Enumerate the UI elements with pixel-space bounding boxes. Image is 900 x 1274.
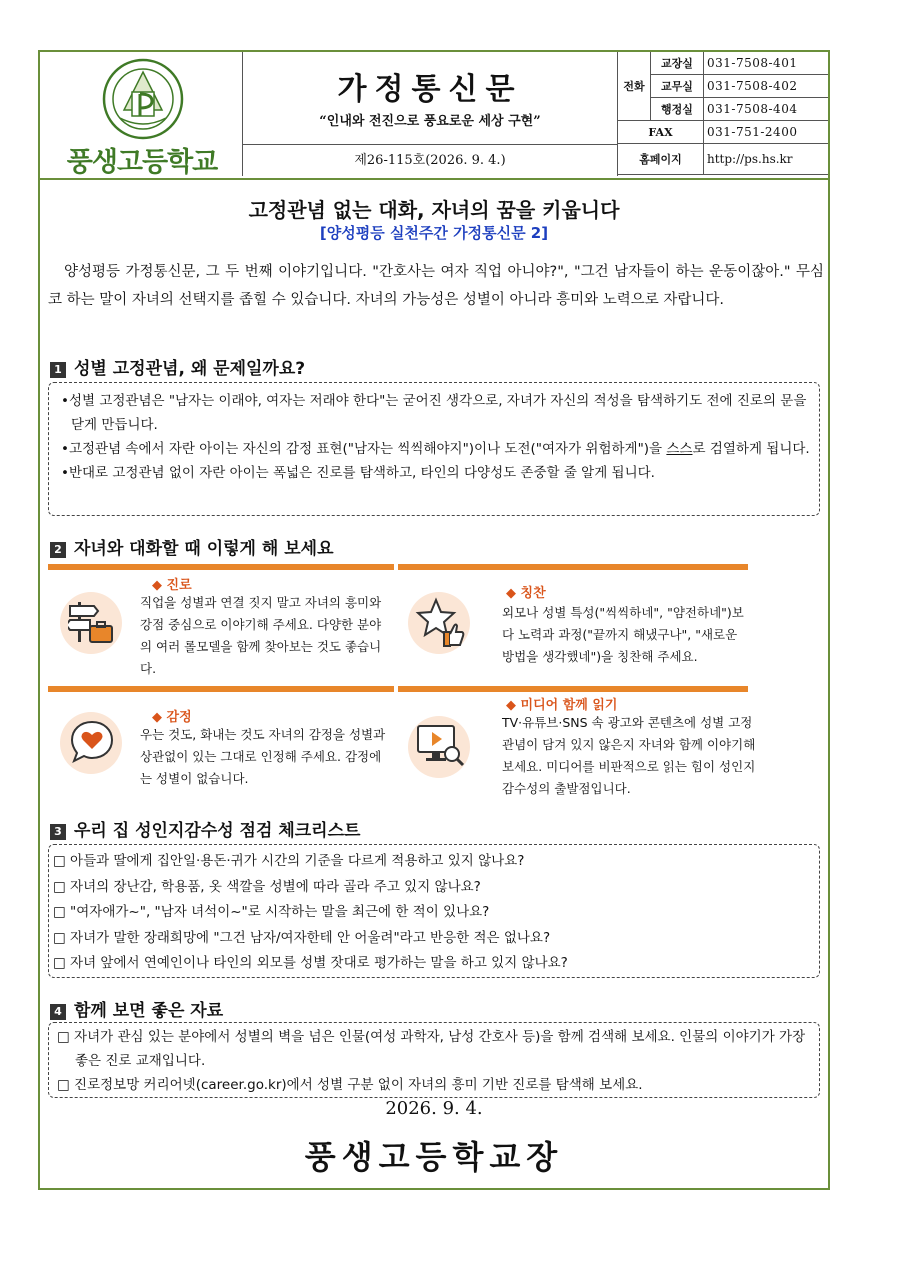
bullet-item xyxy=(53,437,811,461)
section-title: 자녀와 대화할 때 이렇게 해 보세요 xyxy=(74,539,334,559)
contact-label: 교무실 xyxy=(651,75,704,98)
card-text: 우는 것도, 화내는 것도 자녀의 감정을 성별과 상관없이 있는 그대로 인정해 주세요. 감정에는 성별이 없습니다. xyxy=(140,727,386,786)
card-divider xyxy=(398,686,748,692)
checklist-item[interactable]: □ 아들과 딸에게 집안일·용돈·귀가 시간의 기준을 다르게 적용하고 있지 않나요? xyxy=(53,853,525,869)
resource-item[interactable]: □ 자녀가 관심 있는 분야에서 성별의 벽을 넘은 인물(여성 과학자, 남성 간호사 등)을 함께 검색해 보세요. 인물의 이야기가 가장 좋은 진로 교재입니다. xyxy=(57,1029,806,1069)
bullet-item: •반대로 고정관념 없이 자란 아이는 폭넓은 진로를 탐색하고, 타인의 다양성도 존중할 줄 알게 됩니다. xyxy=(61,465,655,481)
checklist-item[interactable]: □ "여자애가~", "남자 녀석이~"로 시작하는 말을 최근에 한 적이 있나요? xyxy=(53,904,490,920)
header xyxy=(40,52,828,180)
media-search-icon xyxy=(414,722,466,770)
section4-heading xyxy=(50,996,223,1021)
phone-label: 전화 xyxy=(618,52,651,121)
signpost-icon xyxy=(68,598,116,648)
card-title: ◆ 미디어 함께 읽기 xyxy=(506,698,618,713)
section-number: 2 xyxy=(50,542,66,558)
bullet-item: •성별 고정관념은 "남자는 이래야, 여자는 저래야 한다"는 굳어진 생각으로, 자녀가 자신의 적성을 탐색하기도 전에 진로의 문을 닫게 만듭니다. xyxy=(61,393,807,433)
section-number: 3 xyxy=(50,824,66,840)
bullet-text: •고정관념 속에서 자란 아이는 자신의 감정 표현("남자는 씩씩해야지")이나 도전("여자가 위험하게")을 xyxy=(61,441,667,457)
school-logo-text: 풍생고등학교 xyxy=(66,147,218,178)
homepage-link[interactable]: http://ps.hs.kr xyxy=(704,144,829,175)
homepage-label: 홈페이지 xyxy=(618,144,704,175)
contact-label: 교장실 xyxy=(651,52,704,75)
card-divider xyxy=(48,686,394,692)
section-number: 4 xyxy=(50,1004,66,1020)
issue-number: 제26-115호(2026. 9. 4.) xyxy=(243,145,618,176)
section3-heading xyxy=(50,816,360,841)
star-thumbs-up-icon xyxy=(414,596,466,648)
section2-heading xyxy=(50,534,334,559)
card-title: ◆ 칭찬 xyxy=(506,586,546,601)
fax-number: 031-751-2400 xyxy=(704,121,829,144)
contact-label: 행정실 xyxy=(651,98,704,121)
contact-number: 031-7508-401 xyxy=(704,52,829,75)
bullet-text: 로 검열하게 됩니다. xyxy=(692,441,810,457)
section-title: 우리 집 성인지감수성 점검 체크리스트 xyxy=(74,821,361,841)
section-title: 함께 보면 좋은 자료 xyxy=(74,1001,224,1021)
newsletter-page xyxy=(38,50,830,1190)
card-text: TV·유튜브·SNS 속 광고와 콘텐츠에 성별 고정관념이 담겨 있지 않은지 자녀와 함께 이야기해 보세요. 미디어를 비판적으로 읽는 힘이 성인지 감수성의 출발점입니다. xyxy=(502,715,756,796)
underlined-text: 스스 xyxy=(666,441,693,457)
card-text: 외모나 성별 특성("씩씩하네", "얌전하네")보다 노력과 과정("끝까지 해냈구나", "새로운 방법을 생각했네")을 칭찬해 주세요. xyxy=(502,605,744,664)
card-title: ◆ 진로 xyxy=(152,578,192,593)
intro-paragraph: 양성평등 가정통신문, 그 두 번째 이야기입니다. "간호사는 여자 직업 아니야?", "그건 남자들이 하는 운동이잖아." 무심코 하는 말이 자녀의 선택지를 좁힐 수 있습니다. 자녀의 가능성은 성별이 아니라 흥미와 노력으로 자랍니다. xyxy=(48,264,824,308)
subheadline: [양성평등 실천주간 가정통신문 2] xyxy=(319,224,549,242)
checklist-item[interactable]: □ 자녀의 장난감, 학용품, 옷 색깔을 성별에 따라 골라 주고 있지 않나요? xyxy=(53,878,481,895)
section1-box xyxy=(48,382,820,516)
section4-resources xyxy=(48,1022,820,1098)
newsletter-title: 가정통신문 xyxy=(337,72,523,107)
contact-number: 031-7508-404 xyxy=(704,98,829,121)
contact-number: 031-7508-402 xyxy=(704,75,829,98)
card-divider xyxy=(398,564,748,570)
fax-label: FAX xyxy=(618,121,704,144)
logo-cell xyxy=(40,52,243,176)
school-slogan: “인내와 전진으로 풍요로운 세상 구현” xyxy=(319,114,541,129)
checklist-item[interactable]: □ 자녀 앞에서 연예인이나 타인의 외모를 성별 잣대로 평가하는 말을 하고 있지 않나요? xyxy=(53,955,568,971)
school-seal-icon xyxy=(102,58,184,140)
card-title: ◆ 감정 xyxy=(152,710,192,725)
title-cell xyxy=(243,52,618,145)
checklist-item[interactable]: □ 자녀가 말한 장래희망에 "그건 남자/여자한테 안 어울려"라고 반응한 적은 없나요? xyxy=(53,929,551,946)
card-text: 직업을 성별과 연결 짓지 말고 자녀의 흥미와 강점 중심으로 이야기해 주세요. 다양한 분야의 여러 롤모델을 함께 찾아보는 것도 좋습니다. xyxy=(140,595,382,676)
section1-heading xyxy=(50,354,305,379)
principal-signature: 풍생고등학교장 xyxy=(304,1138,564,1176)
heart-speech-icon xyxy=(68,718,116,766)
issue-date: 2026. 9. 4. xyxy=(385,1098,483,1119)
section-number: 1 xyxy=(50,362,66,378)
contact-table xyxy=(618,52,828,175)
resource-item[interactable]: □ 진로정보망 커리어넷(career.go.kr)에서 성별 구분 없이 자녀의 흥미 기반 진로를 탐색해 보세요. xyxy=(57,1077,643,1093)
section-title: 성별 고정관념, 왜 문제일까요? xyxy=(74,359,306,379)
headline: 고정관념 없는 대화, 자녀의 꿈을 키웁니다 xyxy=(248,198,620,222)
card-divider xyxy=(48,564,394,570)
section3-checklist xyxy=(48,844,820,978)
